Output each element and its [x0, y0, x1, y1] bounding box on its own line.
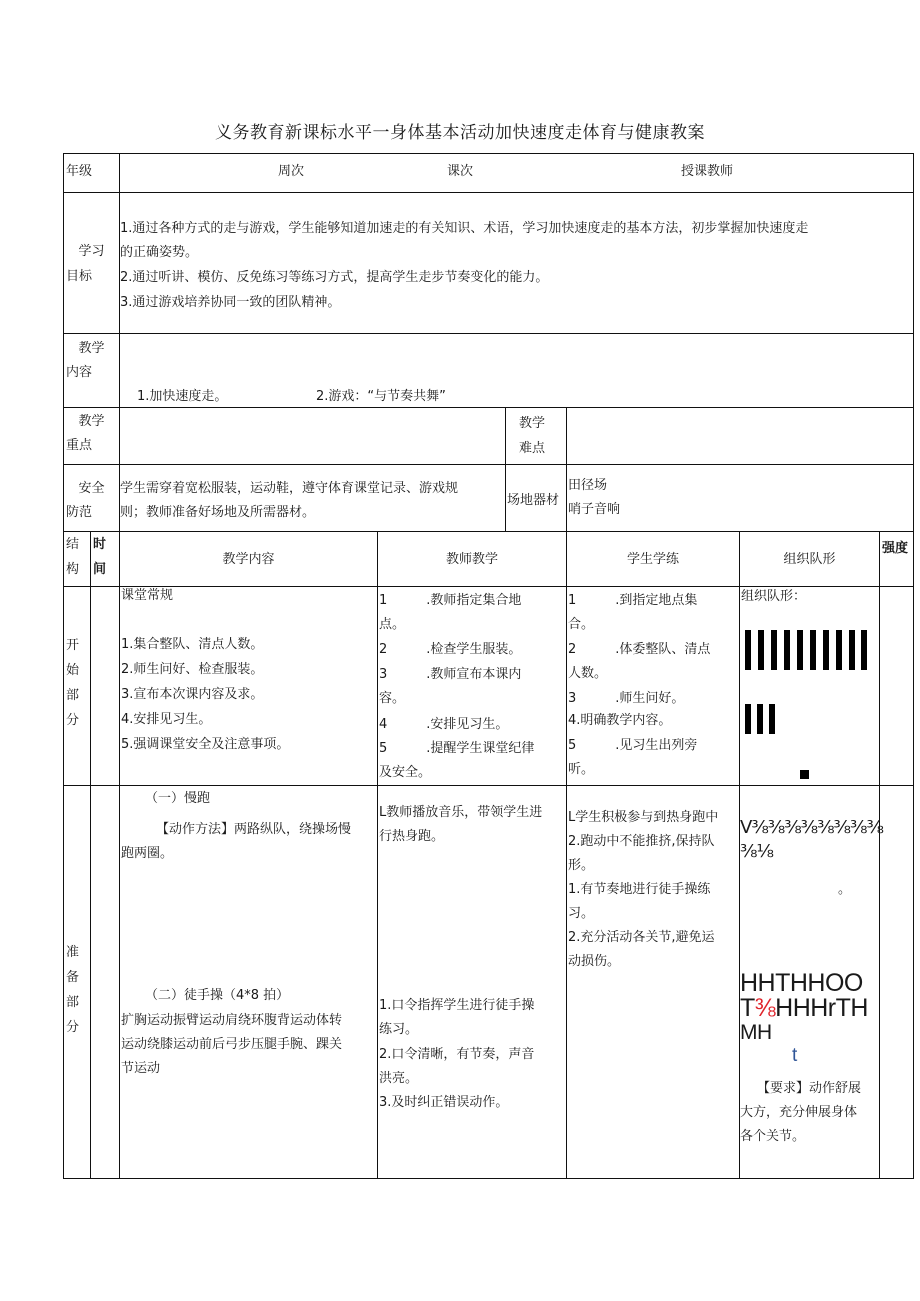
difficulty-label-1: 教学	[519, 416, 546, 431]
prep-student-line: 形。	[568, 858, 595, 873]
start-content-item: 4.安排见习生。	[121, 712, 212, 727]
student-column-marker	[810, 630, 816, 670]
week-label: 周次	[278, 164, 305, 179]
start-label-char: 分	[66, 713, 80, 728]
start-teacher-line: 5 .提醒学生课堂纪律	[379, 741, 535, 756]
prep-teacher-ex: 洪亮。	[379, 1071, 419, 1086]
objective-line-3: 2.通过听讲、模仿、反免练习等练习方式，提高学生走步节奏变化的能力。	[120, 270, 549, 285]
page-title: 义务教育新课标水平一身体基本活动加快速度走体育与健康教案	[215, 123, 705, 143]
objective-line-2: 的正确姿势。	[120, 245, 199, 260]
teacher-label: 授课教师	[681, 164, 734, 179]
jog-method-2: 跑两圈。	[121, 846, 174, 861]
start-student-line: 5 .见习生出列旁	[568, 738, 698, 753]
prep-teacher-ex: 练习。	[379, 1022, 419, 1037]
safety-line-2: 则；教师准备好场地及所需器材。	[120, 505, 316, 520]
start-content-item: 2.师生问好、检查服装。	[121, 662, 264, 677]
lesson-label: 课次	[447, 164, 474, 179]
prep-teacher-jog-1: L教师播放音乐，带领学生进	[379, 805, 543, 820]
student-column-marker	[849, 630, 855, 670]
prep-student-line: 2.充分活动各关节,避免运	[568, 930, 715, 945]
student-column-marker	[861, 630, 867, 670]
start-teacher-line: 4 .安排见习生。	[379, 717, 509, 732]
start-teacher-line: 及安全。	[379, 765, 432, 780]
start-content-head: 课堂常规	[121, 588, 174, 603]
col-intensity: 强度	[882, 541, 909, 556]
col-structure-1: 结	[66, 537, 80, 552]
start-teacher-line: 3 .教师宣布本课内	[379, 667, 522, 682]
difficulty-label-2: 难点	[519, 441, 546, 456]
student-column-marker	[757, 704, 763, 734]
keypoints-label-1: 教学	[78, 414, 105, 429]
start-student-line: 合。	[568, 617, 595, 632]
prep-label-char: 部	[66, 995, 80, 1010]
student-column-marker	[758, 630, 764, 670]
grade-label: 年级	[66, 164, 93, 179]
student-column-marker	[769, 704, 775, 734]
start-student-line: 2 .体委整队、清点	[568, 642, 711, 657]
formation-glyph-red: ⅜	[754, 994, 776, 1022]
content-item-2: 2.游戏：“与节奏共舞”	[316, 389, 446, 404]
exercise-formation-row-1: HHTHHOO	[740, 969, 863, 997]
requirement-line: 各个关节。	[740, 1129, 806, 1144]
prep-label-char: 备	[66, 970, 80, 985]
jog-formation-row-1: V⅜⅜⅜⅜⅜⅜⅜⅜	[740, 817, 883, 838]
student-column-marker	[823, 630, 829, 670]
safety-line-1: 学生需穿着宽松服装，运动鞋，遵守体育课堂记录、游戏规	[120, 481, 459, 496]
student-column-marker	[745, 630, 751, 670]
start-content-item: 5.强调课堂安全及注意事项。	[121, 737, 290, 752]
teacher-marker-icon	[800, 770, 809, 779]
col-content: 教学内容	[222, 552, 275, 567]
start-content-item: 3.宣布本次课内容及求。	[121, 687, 264, 702]
formation-glyph: T	[740, 994, 755, 1022]
formation-label: 组织队形：	[741, 589, 807, 604]
formation-glyph: HHHrTH	[775, 994, 868, 1022]
requirement-line: 大方，充分伸展身体	[740, 1105, 858, 1120]
exercise-formation-row-3: MH	[740, 1021, 772, 1044]
start-teacher-line: 容。	[379, 691, 406, 706]
start-label-char: 开	[66, 638, 80, 653]
col-student: 学生学练	[626, 552, 679, 567]
student-column-marker	[784, 630, 790, 670]
prep-student-line: 动损伤。	[568, 954, 621, 969]
start-student-line: 3 .师生问好。	[568, 691, 685, 706]
start-label-char: 始	[66, 663, 80, 678]
venue-label: 场地器材	[507, 493, 560, 508]
col-structure-2: 构	[66, 562, 80, 577]
exercise-line: 扩胸运动振臂运动肩绕环腹背运动体转	[121, 1013, 343, 1028]
objectives-label-1: 学习	[78, 244, 105, 259]
exercise-line: 运动绕膝运动前后弓步压腿手腕、踝关	[121, 1037, 343, 1052]
student-column-marker	[797, 630, 803, 670]
col-time-2: 间	[93, 562, 107, 577]
prep-teacher-ex: 3.及时纠正错误动作。	[379, 1095, 509, 1110]
student-column-marker	[745, 704, 751, 734]
col-time-1: 时	[93, 537, 107, 552]
prep-student-line: 1.有节奏地进行徒手操练	[568, 882, 711, 897]
safety-label-1: 安全	[78, 481, 105, 496]
content-item-1: 1.加快速度走。	[137, 389, 228, 404]
start-student-line: 听。	[568, 762, 595, 777]
safety-label-2: 防范	[66, 505, 93, 520]
start-teacher-line: 1 .教师指定集合地	[379, 593, 522, 608]
venue-2: 哨子音响	[568, 502, 621, 517]
start-student-line: 1 .到指定地点集	[568, 593, 698, 608]
start-teacher-line: 点。	[379, 617, 406, 632]
start-content-item: 1.集合整队、清点人数。	[121, 637, 264, 652]
prep-label-char: 分	[66, 1020, 80, 1035]
prep-student-line: 习。	[568, 906, 595, 921]
formation-teacher-marker: t	[792, 1045, 798, 1066]
jog-formation-row-2: ⅜⅛	[740, 841, 773, 862]
requirement-line: 【要求】动作舒展	[757, 1081, 862, 1096]
student-column-marker	[771, 630, 777, 670]
content-label-2: 内容	[66, 365, 93, 380]
jog-method-1: 【动作方法】两路纵队，绕操场慢	[156, 822, 352, 837]
objective-line-1: 1.通过各种方式的走与游戏，学生能够知道加速走的有关知识、术语，学习加快速度走的基本方法，初步掌握加快速度走	[120, 221, 809, 236]
start-student-line: 4.明确教学内容。	[568, 713, 672, 728]
prep-teacher-ex: 1.口令指挥学生进行徒手操	[379, 998, 535, 1013]
prep-teacher-ex: 2.口令清晰，有节奏，声音	[379, 1047, 535, 1062]
col-formation: 组织队形	[783, 552, 836, 567]
student-column-marker	[836, 630, 842, 670]
jog-title: （一）慢跑	[145, 791, 211, 806]
start-student-line: 人数。	[568, 666, 608, 681]
objectives-label-2: 目标	[66, 269, 93, 284]
keypoints-label-2: 重点	[66, 438, 93, 453]
start-label-char: 部	[66, 688, 80, 703]
objective-line-4: 3.通过游戏培养协同一致的团队精神。	[120, 295, 341, 310]
col-teacher: 教师教学	[445, 552, 498, 567]
prep-label-char: 准	[66, 945, 80, 960]
content-label-1: 教学	[78, 341, 105, 356]
exercise-formation-row-2	[740, 994, 868, 1022]
prep-teacher-jog-2: 行热身跑。	[379, 829, 445, 844]
venue-1: 田径场	[568, 478, 608, 493]
exercise-title: （二）徒手操（4*8 拍）	[145, 988, 290, 1003]
prep-student-line: 2.跑动中不能推挤,保持队	[568, 834, 715, 849]
start-teacher-line: 2 .检查学生服装。	[379, 642, 522, 657]
exercise-line: 节运动	[121, 1061, 161, 1076]
prep-student-line: L学生积极参与到热身跑中	[568, 810, 719, 825]
formation-dot: 。	[838, 882, 852, 897]
